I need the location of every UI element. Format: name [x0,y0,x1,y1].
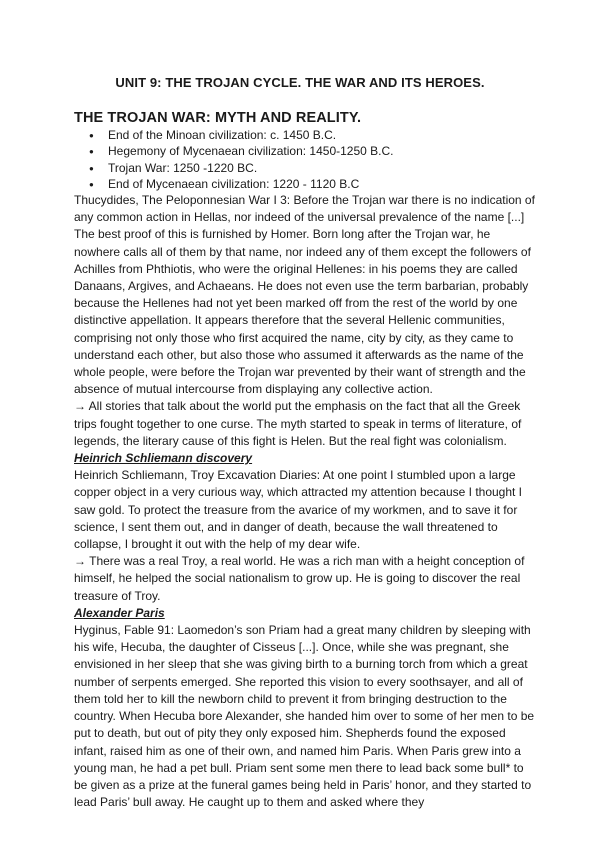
chronology-item: ● Trojan War: 1250 -1220 BC. [74,160,534,176]
chronology-item: ● Hegemony of Mycenaean civilization: 1450-1250 B.C. [74,143,534,159]
chronology-item: ● End of Mycenaean civilization: 1220 - 1120 B.C [74,176,534,192]
body-text [74,192,538,811]
schliemann-quote: Heinrich Schliemann, Troy Excavation Diaries: At one point I stumbled upon a large copper object in a very curious way, which attracted my attention because I thought I saw gold. To protect the treasure from the avarice of my workmen, and to save it for science, I sent them out, and in danger of death, because the wall threatened to collapse, I brought it out with the help of my dear wife. [74,468,523,552]
section-title: THE TROJAN WAR: MYTH AND REALITY. [74,110,362,126]
chronology-list [74,127,534,193]
thucydides-quote: Thucydides, The Peloponnesian War I 3: Before the Trojan war there is no indication of any common action in Hellas, nor indeed of the universal prevalence of the name [...] The best proof of this is furnished by Homer. Born long after the Trojan war, he nowhere calls all of them by that name, nor indeed any of them except the followers of Achilles from Phthiotis, who were the original Hellenes: in his poems they are called Danaans, Argives, and Achaeans. He does not even use the term barbarian, probably because the Hellenes had not yet been marked off from the rest of the world by one distinctive appellation. It appears therefore that the several Hellenic communities, comprising not only those who first acquired the name, city by city, as they came to understand each other, but also those who assumed it afterwards as the name of the whole people, were before the Trojan war prevented by their want of strength and the absence of mutual intercourse from displaying any collective action. [74,193,535,397]
paris-quote: Hyginus, Fable 91: Laomedon’s son Priam had a great many children by sleeping with his wife, Hecuba, the daughter of Cisseus [...]. Once, while she was pregnant, she envisioned in her sleep that she was giving birth to a burning torch from which a great number of serpents emerged. She reported this vision to every soothsayer, and all of them told her to kill the newborn child to prevent it from bringing destruction to the country. When Hecuba bore Alexander, she handed him over to some of her men to be put to death, but out of pity they only exposed him. Shepherds found the exposed infant, raised him as one of their own, and named him Paris. When Paris grew into a young man, he had a pet bull. Priam sent some men there to lead back some bull* to be given as a prize at the funeral games being held in Paris’ honor, and they started to lead Paris’ bull away. He caught up to them and asked where they [74,623,535,810]
schliemann-comment: → There was a real Troy, a real world. He was a rich man with a height conception of himself, he helped the social nationalism to grow up. He is going to discover the real treasure of Troy. [74,554,525,603]
unit-title: UNIT 9: THE TROJAN CYCLE. THE WAR AND ITS HEROES. [115,75,485,90]
chronology-item: ● End of the Minoan civilization: c. 1450 B.C. [74,127,534,143]
thucydides-comment: → All stories that talk about the world put the emphasis on the fact that all the Greek trips fought together to one curse. The myth started to speak in terms of literature, of legends, the literary cause of this fight is Helen. But the real fight was colonialism. [74,399,522,448]
paris-heading: Alexander Paris [74,605,165,620]
schliemann-heading: Heinrich Schliemann discovery [74,451,253,466]
